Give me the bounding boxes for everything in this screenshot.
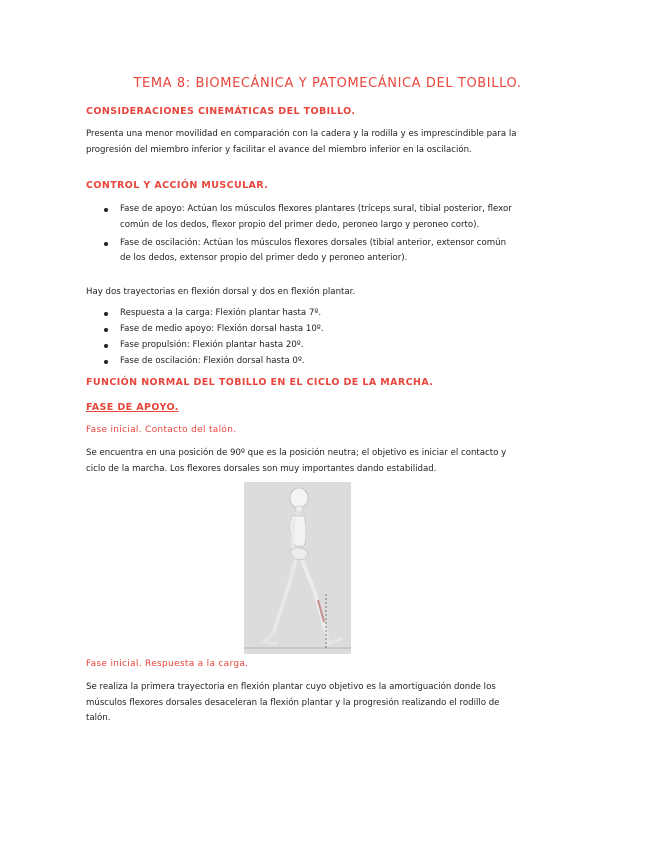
list-item: Fase de oscilación: Flexión dorsal hasta 0º.: [86, 354, 518, 370]
bullet-icon: [104, 208, 108, 212]
list-item: Fase de oscilación: Actúan los músculos flexores dorsales (tibial anterior, extensor común de los dedos, extensor propio del primer dedo y peroneo anterior).: [86, 236, 518, 267]
skeleton-gait-image: [244, 482, 351, 654]
heading-cinematicas: CONSIDERACIONES CINEMÁTICAS DEL TOBILLO.: [86, 106, 356, 117]
skeleton-figure-icon: [244, 482, 351, 654]
bullet-icon: [104, 328, 108, 332]
label-respuesta-carga: Fase inicial. Respuesta a la carga.: [86, 659, 249, 669]
list-item: Fase propulsión: Flexión plantar hasta 20º.: [86, 338, 518, 354]
paragraph-cinematicas: Presenta una menor movilidad en comparación con la cadera y la rodilla y es imprescindible para la progresión del miembro inferior y facilitar el avance del miembro inferior en la oscilación.: [86, 129, 517, 155]
heading-funcion: FUNCIÓN NORMAL DEL TOBILLO EN EL CICLO DE LA MARCHA.: [86, 377, 434, 388]
page-title: TEMA 8: BIOMECÁNICA Y PATOMECÁNICA DEL TOBILLO.: [133, 76, 522, 91]
label-contacto-talon: Fase inicial. Contacto del talón.: [86, 425, 237, 435]
paragraph-trayectorias: Hay dos trayectorias en flexión dorsal y dos en flexión plantar.: [86, 287, 356, 297]
paragraph-respuesta-carga: Se realiza la primera trayectoria en flexión plantar cuyo objetivo es la amortiguación donde los músculos flexores dorsales desaceleran la flexión plantar y la progresión realizando el rodillo de talón.: [86, 682, 500, 723]
list-fases-musculares: [86, 202, 518, 269]
paragraph-contacto-talon: Se encuentra en una posición de 90º que es la posición neutra; el objetivo es iniciar el contacto y ciclo de la marcha. Los flexores dorsales son muy importantes dando estabilidad.: [86, 448, 507, 474]
list-item: Fase de medio apoyo: Flexión dorsal hasta 10º.: [86, 322, 518, 338]
list-trayectorias: [86, 306, 518, 370]
subheading-fase-apoyo: FASE DE APOYO.: [86, 402, 179, 413]
heading-control: CONTROL Y ACCIÓN MUSCULAR.: [86, 180, 269, 191]
bullet-icon: [104, 312, 108, 316]
bullet-icon: [104, 344, 108, 348]
bullet-icon: [104, 360, 108, 364]
list-item: Respuesta a la carga: Flexión plantar hasta 7º.: [86, 306, 518, 322]
list-item: Fase de apoyo: Actúan los músculos flexores plantares (tríceps sural, tibial posterior, flexor común de los dedos, flexor propio del primer dedo, peroneo largo y peroneo corto).: [86, 202, 518, 233]
bullet-icon: [104, 242, 108, 246]
